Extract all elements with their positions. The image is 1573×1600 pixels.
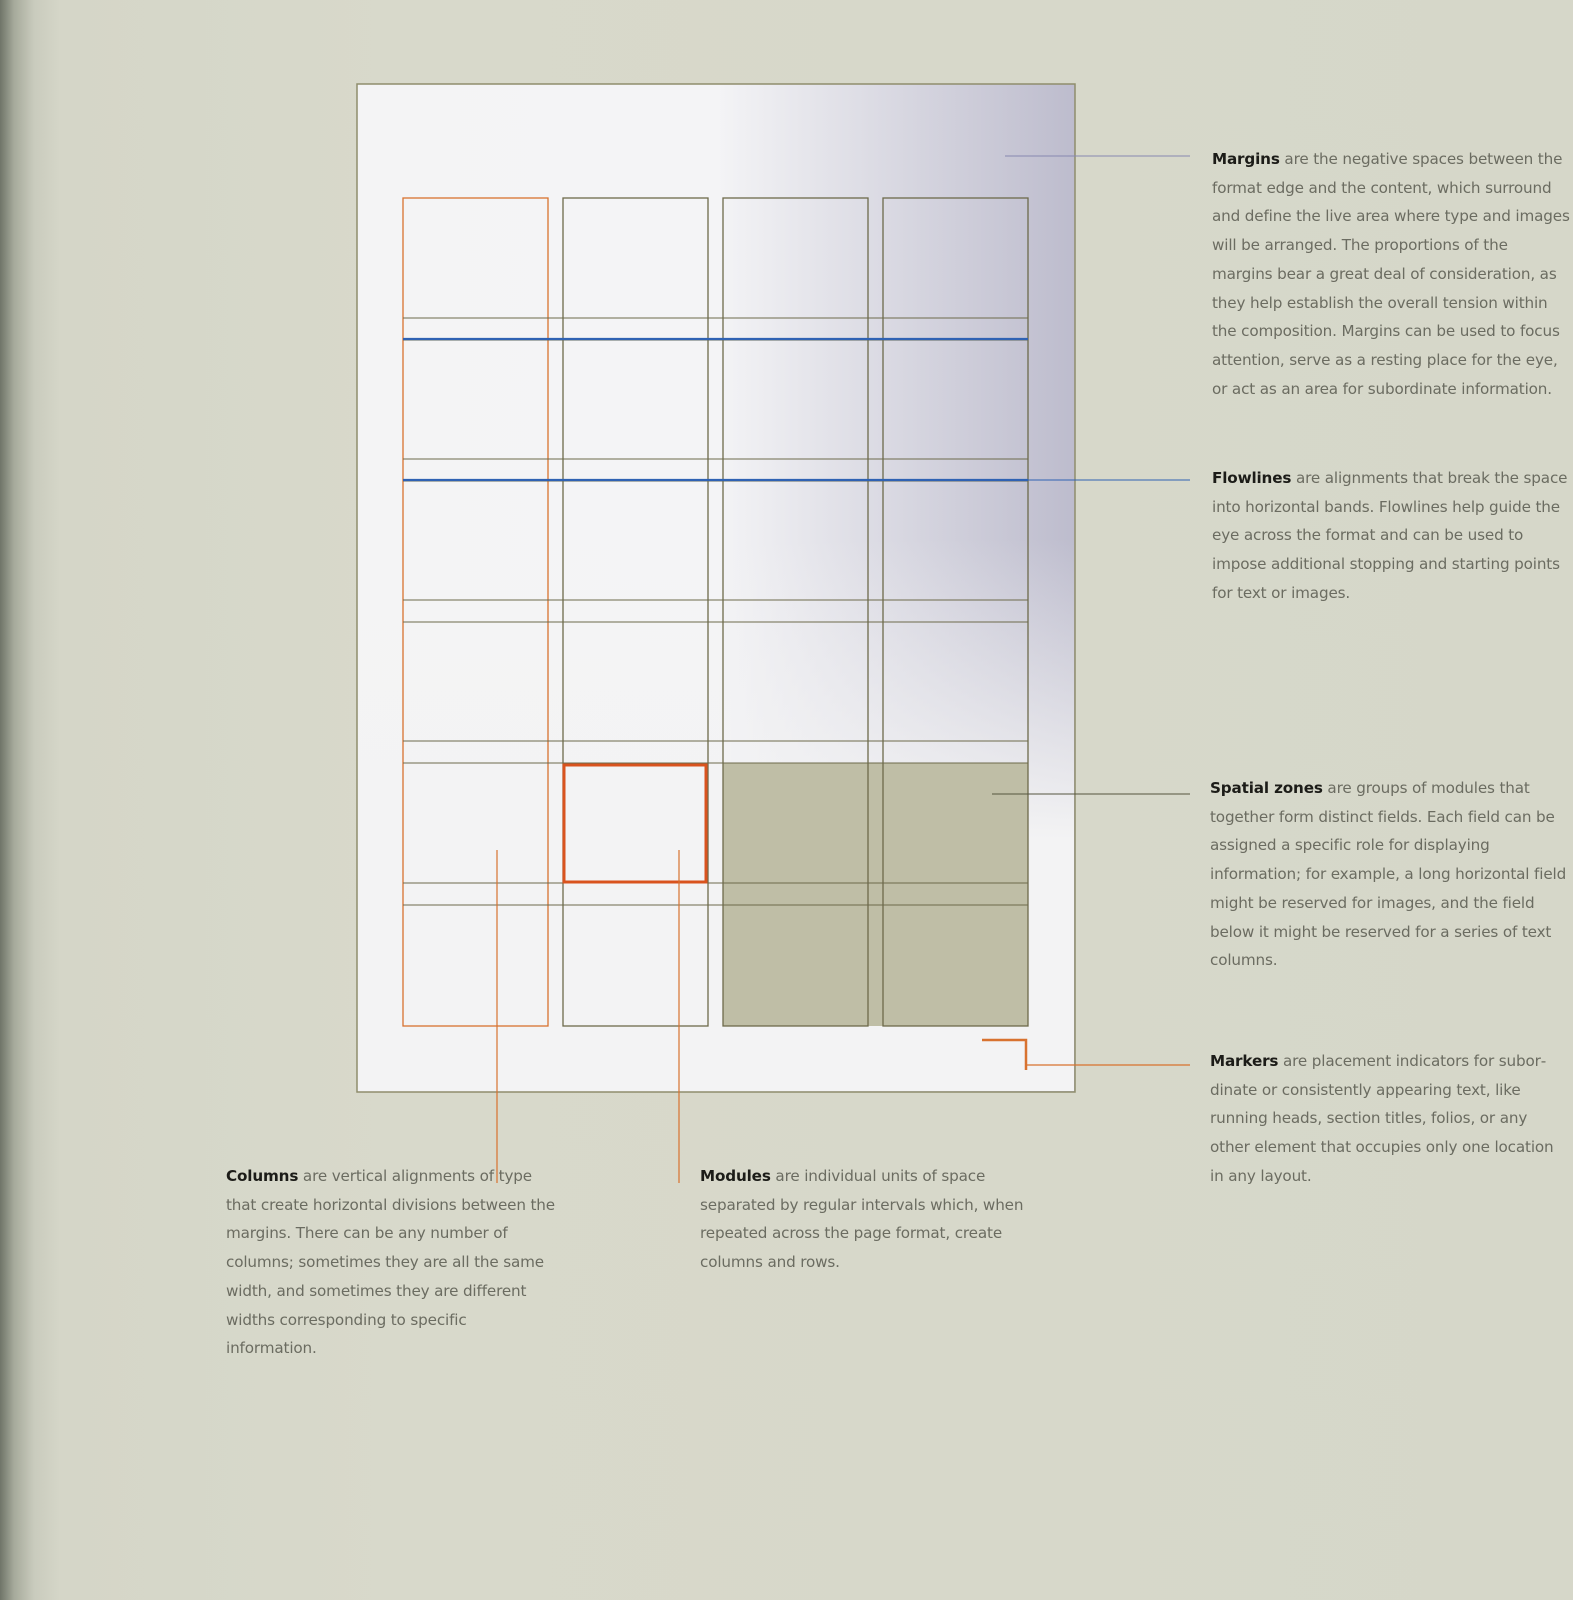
margins-description: are the negative spaces between the format edge and the content, which surround and define the live area where type and images will be arranged. The proportions of the margins bear a great deal of consideration, as they help establish the overall tension within the composition. Margins can be used to focus attention, serve as a resting place for the eye, or act as an area for subordinate information. — [1212, 150, 1570, 398]
columns-term: Columns — [226, 1167, 299, 1185]
margins-annotation — [1212, 145, 1572, 403]
markers-term: Markers — [1210, 1052, 1279, 1070]
flowlines-annotation — [1212, 464, 1572, 608]
markers-description: are placement indicators for subordinate or consistently appearing text, like running heads, section titles, folios, or any other element that occupies only one location in any layout. — [1210, 1052, 1554, 1185]
spatial-zones-description: are groups of modules that together form distinct fields. Each field can be assigned a specific role for displaying information; for example, a long horizontal field might be reserved for images, and the field below it might be reserved for a series of text columns. — [1210, 779, 1567, 970]
columns-description: are vertical alignments of type that create horizontal divisions between the margins. There can be any number of columns; sometimes they are all the same width, and sometimes they are different widths corresponding to specific information. — [226, 1167, 555, 1358]
margins-term: Margins — [1212, 150, 1280, 168]
flowlines-description: are alignments that break the space into horizontal bands. Flowlines help guide the eye across the format and can be used to impose additional stopping and starting points for text or images. — [1212, 469, 1568, 602]
modules-description: are individual units of space separated by regular intervals which, when repeated across the page format, create columns and rows. — [700, 1167, 1024, 1272]
spatial-zone-field — [723, 763, 1028, 1026]
flowlines-term: Flowlines — [1212, 469, 1292, 487]
modules-term: Modules — [700, 1167, 771, 1185]
modules-annotation — [700, 1162, 1040, 1277]
markers-annotation — [1210, 1047, 1570, 1191]
columns-annotation — [226, 1162, 556, 1363]
spatial-zones-term: Spatial zones — [1210, 779, 1323, 797]
spatial-zones-annotation — [1210, 774, 1570, 975]
